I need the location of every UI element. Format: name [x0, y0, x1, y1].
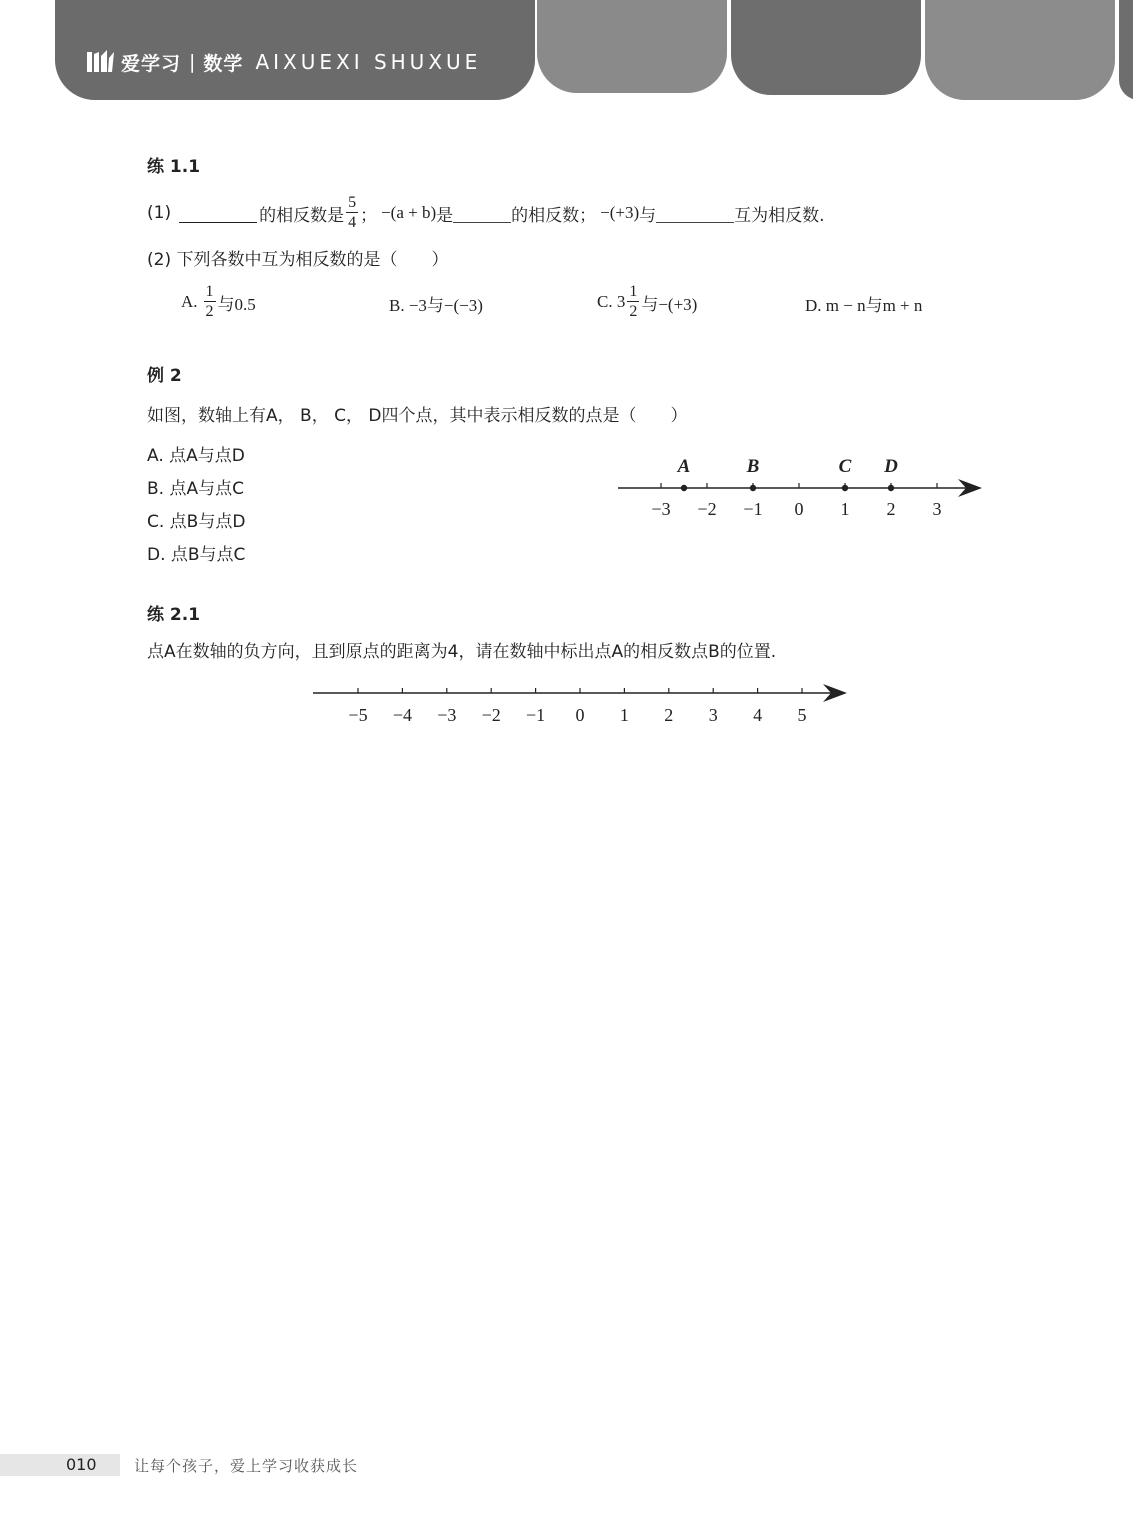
tick-label: −1	[743, 499, 763, 519]
fraction-1-2	[204, 284, 216, 320]
exercise-2-1-question: 点A在数轴的负方向，且到原点的距离为4，请在数轴中标出点A的相反数点B的位置.	[147, 642, 777, 662]
header-tab	[925, 0, 1115, 100]
tick-label: 3	[932, 499, 942, 519]
q1-text-5: 与	[639, 205, 657, 226]
answer-blank-3[interactable]	[656, 204, 734, 223]
option-a-label: A.	[181, 292, 198, 311]
tick-label: −3	[437, 705, 457, 725]
brand-subject: 数学	[203, 52, 244, 75]
example-2-question: 如图，数轴上有A， B， C， D四个点，其中表示相反数的点是（ ）	[147, 406, 688, 426]
footer-bar	[0, 1454, 120, 1476]
brand	[85, 44, 481, 80]
point-label: A	[677, 456, 691, 477]
point-label: D	[884, 456, 898, 477]
option-c-label: C. 3	[597, 292, 626, 311]
tick-label: −4	[392, 705, 412, 725]
q1-prefix: (1)	[147, 203, 172, 223]
tick-label: −2	[481, 705, 501, 725]
point-c	[842, 485, 848, 491]
brand-logo-icon	[85, 48, 115, 76]
brand-separator: |	[189, 51, 196, 73]
question-1-line	[147, 192, 825, 234]
brand-name: 爱学习	[121, 52, 182, 75]
point-label: B	[746, 456, 760, 477]
brand-english: AIXUEXI SHUXUE	[255, 50, 482, 74]
choice-b[interactable]: B. 点A与点C	[147, 479, 244, 499]
fraction-denominator: 4	[348, 214, 357, 231]
q1-expr-2: −(+3)	[600, 203, 640, 222]
tick-label: 2	[886, 499, 896, 519]
choice-c[interactable]: C. 点B与点D	[147, 512, 246, 532]
tick-label: −1	[526, 705, 546, 725]
fraction-numerator: 5	[348, 194, 357, 211]
tick-label: 2	[664, 705, 674, 725]
tick-label: −5	[348, 705, 368, 725]
fraction-numerator: 1	[629, 283, 638, 300]
tick-label: 1	[840, 499, 850, 519]
section-title-ex3: 练 2.1	[147, 605, 201, 625]
tick-label: 5	[797, 705, 807, 725]
tick-label: −3	[651, 499, 671, 519]
header-tab	[731, 0, 921, 95]
option-b[interactable]: B. −3与−(−3)	[389, 296, 483, 315]
choice-a[interactable]: A. 点A与点D	[147, 446, 245, 466]
q1-text-4: 的相反数；	[511, 205, 597, 226]
answer-blank-2[interactable]	[453, 204, 511, 223]
option-a-text: 与0.5	[217, 294, 256, 314]
option-d[interactable]: D. m − n与m + n	[805, 296, 923, 315]
point-a	[681, 485, 687, 491]
q1-text-1: 的相反数是	[259, 205, 345, 226]
tick-label: 1	[619, 705, 629, 725]
point-d	[888, 485, 894, 491]
tick-label: −2	[697, 499, 717, 519]
tick-label: 3	[708, 705, 718, 725]
point-b	[750, 485, 756, 491]
section-title-ex2: 例 2	[147, 366, 182, 386]
number-line-example-2	[610, 448, 995, 528]
tick-label: 0	[794, 499, 804, 519]
fraction-denominator: 2	[629, 303, 638, 320]
number-line-exercise-2-1[interactable]	[305, 676, 860, 736]
fraction-denominator: 2	[205, 303, 214, 320]
q1-text-2: ；	[360, 205, 378, 226]
fraction-1-2	[627, 284, 639, 320]
point-label: C	[838, 456, 852, 477]
page-number: 010	[66, 1455, 97, 1474]
choice-d[interactable]: D. 点B与点C	[147, 545, 246, 565]
option-c[interactable]	[597, 280, 697, 324]
fraction-5-4	[346, 195, 358, 231]
header-tab	[537, 0, 727, 93]
header-tab	[1119, 0, 1133, 100]
option-c-text: 与−(+3)	[641, 294, 698, 314]
footer-slogan: 让每个孩子，爱上学习收获成长	[134, 1457, 359, 1475]
section-title-ex1: 练 1.1	[147, 157, 201, 177]
q1-text-6: 互为相反数.	[734, 205, 825, 226]
tick-label: 0	[575, 705, 585, 725]
question-2-line: (2) 下列各数中互为相反数的是（ ）	[147, 250, 449, 270]
q1-expr-1: −(a + b)	[381, 203, 437, 222]
option-a[interactable]	[181, 280, 256, 324]
tick-label: 4	[753, 705, 763, 725]
answer-blank-1[interactable]	[179, 204, 257, 223]
q1-text-3: 是	[436, 205, 454, 226]
fraction-numerator: 1	[205, 283, 214, 300]
